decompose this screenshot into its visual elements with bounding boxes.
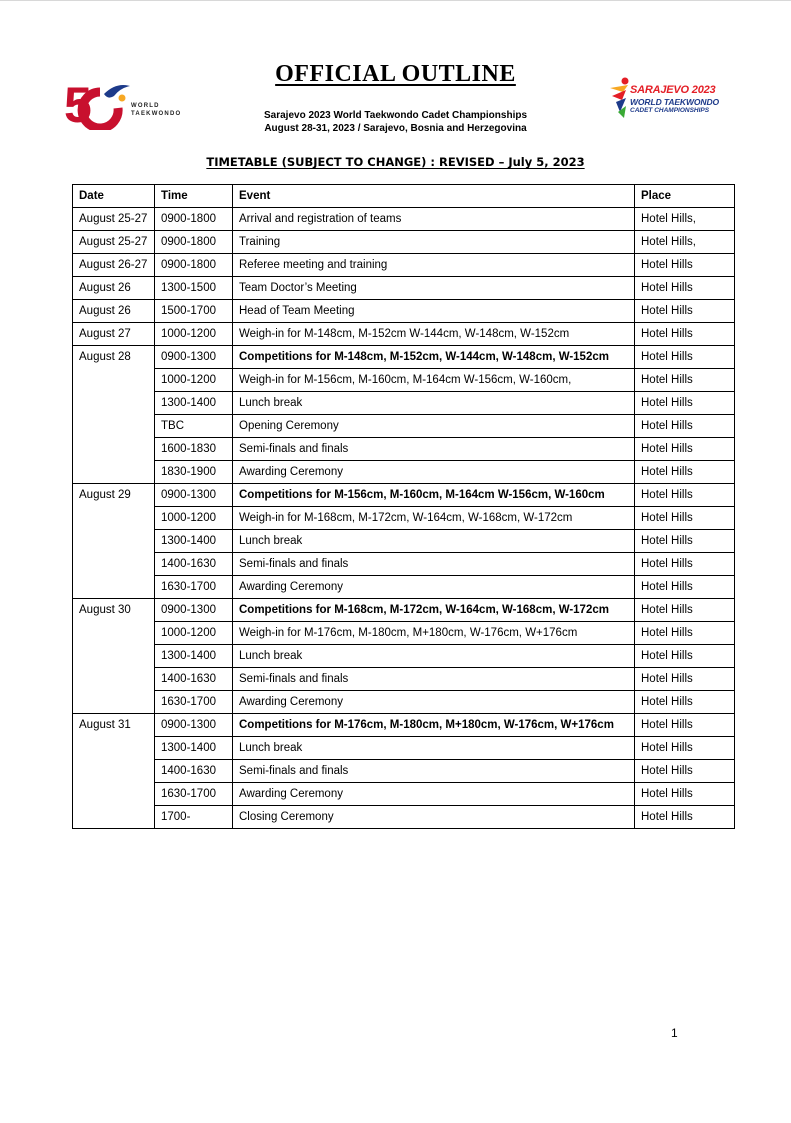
place-cell: Hotel Hills,	[635, 208, 735, 231]
page-number: 1	[671, 1026, 678, 1040]
place-cell: Hotel Hills	[635, 668, 735, 691]
date-cell: August 26-27	[73, 254, 155, 277]
table-row	[73, 461, 735, 484]
page-title: OFFICIAL OUTLINE	[275, 61, 516, 87]
table-row	[73, 806, 735, 829]
table-row	[73, 438, 735, 461]
event-cell: Team Doctor’s Meeting	[233, 277, 635, 300]
place-cell: Hotel Hills	[635, 553, 735, 576]
event-cell: Semi-finals and finals	[233, 553, 635, 576]
time-cell: 0900-1300	[155, 714, 233, 737]
event-cell: Closing Ceremony	[233, 806, 635, 829]
event-cell: Awarding Ceremony	[233, 691, 635, 714]
place-cell: Hotel Hills	[635, 461, 735, 484]
table-row	[73, 645, 735, 668]
subtitle-championship: Sarajevo 2023 World Taekwondo Cadet Championships	[263, 110, 528, 121]
time-cell: 0900-1800	[155, 231, 233, 254]
timetable-heading: TIMETABLE (SUBJECT TO CHANGE) : REVISED – July 5, 2023	[206, 155, 585, 169]
time-cell: 1300-1400	[155, 645, 233, 668]
place-cell: Hotel Hills	[635, 277, 735, 300]
table-row	[73, 392, 735, 415]
time-cell: 1000-1200	[155, 507, 233, 530]
time-cell: 1630-1700	[155, 783, 233, 806]
time-cell: 1300-1500	[155, 277, 233, 300]
event-cell: Weigh-in for M-168cm, M-172cm, W-164cm, W-168cm, W-172cm	[233, 507, 635, 530]
time-cell: TBC	[155, 415, 233, 438]
place-cell: Hotel Hills	[635, 599, 735, 622]
schedule-table	[72, 184, 735, 829]
time-cell: 1300-1400	[155, 392, 233, 415]
event-cell: Referee meeting and training	[233, 254, 635, 277]
date-cell: August 25-27	[73, 231, 155, 254]
header-event: Event	[233, 185, 635, 208]
time-cell: 0900-1800	[155, 254, 233, 277]
date-cell: August 26	[73, 300, 155, 323]
event-cell: Training	[233, 231, 635, 254]
place-cell: Hotel Hills	[635, 346, 735, 369]
date-cell: August 29	[73, 484, 155, 599]
place-cell: Hotel Hills	[635, 806, 735, 829]
table-row	[73, 668, 735, 691]
time-cell: 1630-1700	[155, 576, 233, 599]
place-cell: Hotel Hills	[635, 530, 735, 553]
date-cell: August 31	[73, 714, 155, 829]
table-row	[73, 553, 735, 576]
place-cell: Hotel Hills	[635, 369, 735, 392]
table-row	[73, 254, 735, 277]
table-row	[73, 231, 735, 254]
place-cell: Hotel Hills	[635, 576, 735, 599]
place-cell: Hotel Hills	[635, 438, 735, 461]
table-row	[73, 599, 735, 622]
time-cell: 1000-1200	[155, 369, 233, 392]
time-cell: 1000-1200	[155, 323, 233, 346]
table-row	[73, 415, 735, 438]
event-cell: Weigh-in for M-176cm, M-180cm, M+180cm, W-176cm, W+176cm	[233, 622, 635, 645]
place-cell: Hotel Hills	[635, 783, 735, 806]
event-cell: Lunch break	[233, 737, 635, 760]
place-cell: Hotel Hills	[635, 323, 735, 346]
time-cell: 0900-1300	[155, 599, 233, 622]
time-cell: 1300-1400	[155, 737, 233, 760]
event-cell: Awarding Ceremony	[233, 576, 635, 599]
table-row	[73, 484, 735, 507]
logo-sarajevo-text: SARAJEVO 2023	[630, 84, 716, 96]
table-row	[73, 783, 735, 806]
time-cell: 0900-1800	[155, 208, 233, 231]
header-date: Date	[73, 185, 155, 208]
event-cell: Arrival and registration of teams	[233, 208, 635, 231]
event-cell: Head of Team Meeting	[233, 300, 635, 323]
logo-word-world: WORLD	[131, 103, 160, 109]
table-row	[73, 737, 735, 760]
place-cell: Hotel Hills	[635, 484, 735, 507]
date-cell: August 28	[73, 346, 155, 484]
table-row	[73, 760, 735, 783]
table-row	[73, 507, 735, 530]
place-cell: Hotel Hills,	[635, 231, 735, 254]
time-cell: 1400-1630	[155, 553, 233, 576]
event-cell: Competitions for M-156cm, M-160cm, M-164cm W-156cm, W-160cm	[233, 484, 635, 507]
time-cell: 1300-1400	[155, 530, 233, 553]
place-cell: Hotel Hills	[635, 415, 735, 438]
event-cell: Semi-finals and finals	[233, 668, 635, 691]
event-cell: Competitions for M-168cm, M-172cm, W-164cm, W-168cm, W-172cm	[233, 599, 635, 622]
event-cell: Competitions for M-176cm, M-180cm, M+180cm, W-176cm, W+176cm	[233, 714, 635, 737]
event-cell: Awarding Ceremony	[233, 461, 635, 484]
table-header-row	[73, 185, 735, 208]
logo-world-taekwondo-text: WORLD TAEKWONDO	[630, 97, 719, 107]
table-row	[73, 576, 735, 599]
event-cell: Weigh-in for M-148cm, M-152cm W-144cm, W-148cm, W-152cm	[233, 323, 635, 346]
time-cell: 0900-1300	[155, 346, 233, 369]
place-cell: Hotel Hills	[635, 300, 735, 323]
table-row	[73, 530, 735, 553]
svg-text:5: 5	[64, 77, 92, 130]
time-cell: 0900-1300	[155, 484, 233, 507]
time-cell: 1400-1630	[155, 760, 233, 783]
date-cell: August 26	[73, 277, 155, 300]
table-row	[73, 622, 735, 645]
time-cell: 1630-1700	[155, 691, 233, 714]
table-row	[73, 346, 735, 369]
date-cell: August 30	[73, 599, 155, 714]
place-cell: Hotel Hills	[635, 254, 735, 277]
time-cell: 1000-1200	[155, 622, 233, 645]
logo-word-taekwondo: TAEKWONDO	[131, 111, 182, 117]
event-cell: Competitions for M-148cm, M-152cm, W-144cm, W-148cm, W-152cm	[233, 346, 635, 369]
table-row	[73, 208, 735, 231]
event-cell: Semi-finals and finals	[233, 438, 635, 461]
table-row	[73, 300, 735, 323]
place-cell: Hotel Hills	[635, 737, 735, 760]
table-row	[73, 323, 735, 346]
event-cell: Lunch break	[233, 392, 635, 415]
time-cell: 1700-	[155, 806, 233, 829]
time-cell: 1400-1630	[155, 668, 233, 691]
time-cell: 1830-1900	[155, 461, 233, 484]
time-cell: 1500-1700	[155, 300, 233, 323]
time-cell: 1600-1830	[155, 438, 233, 461]
logo-cadet-championships-text: CADET CHAMPIONSHIPS	[630, 107, 710, 114]
event-cell: Awarding Ceremony	[233, 783, 635, 806]
event-cell: Semi-finals and finals	[233, 760, 635, 783]
event-cell: Lunch break	[233, 645, 635, 668]
date-cell: August 27	[73, 323, 155, 346]
table-row	[73, 369, 735, 392]
table-row	[73, 277, 735, 300]
place-cell: Hotel Hills	[635, 760, 735, 783]
table-row	[73, 691, 735, 714]
date-cell: August 25-27	[73, 208, 155, 231]
event-cell: Opening Ceremony	[233, 415, 635, 438]
place-cell: Hotel Hills	[635, 645, 735, 668]
place-cell: Hotel Hills	[635, 714, 735, 737]
place-cell: Hotel Hills	[635, 392, 735, 415]
event-cell: Lunch break	[233, 530, 635, 553]
place-cell: Hotel Hills	[635, 622, 735, 645]
header-time: Time	[155, 185, 233, 208]
top-border-line	[0, 0, 791, 1]
place-cell: Hotel Hills	[635, 507, 735, 530]
subtitle-dates-location: August 28-31, 2023 / Sarajevo, Bosnia and Herzegovina	[264, 123, 527, 134]
event-cell: Weigh-in for M-156cm, M-160cm, M-164cm W-156cm, W-160cm,	[233, 369, 635, 392]
place-cell: Hotel Hills	[635, 691, 735, 714]
header-place: Place	[635, 185, 735, 208]
table-row	[73, 714, 735, 737]
